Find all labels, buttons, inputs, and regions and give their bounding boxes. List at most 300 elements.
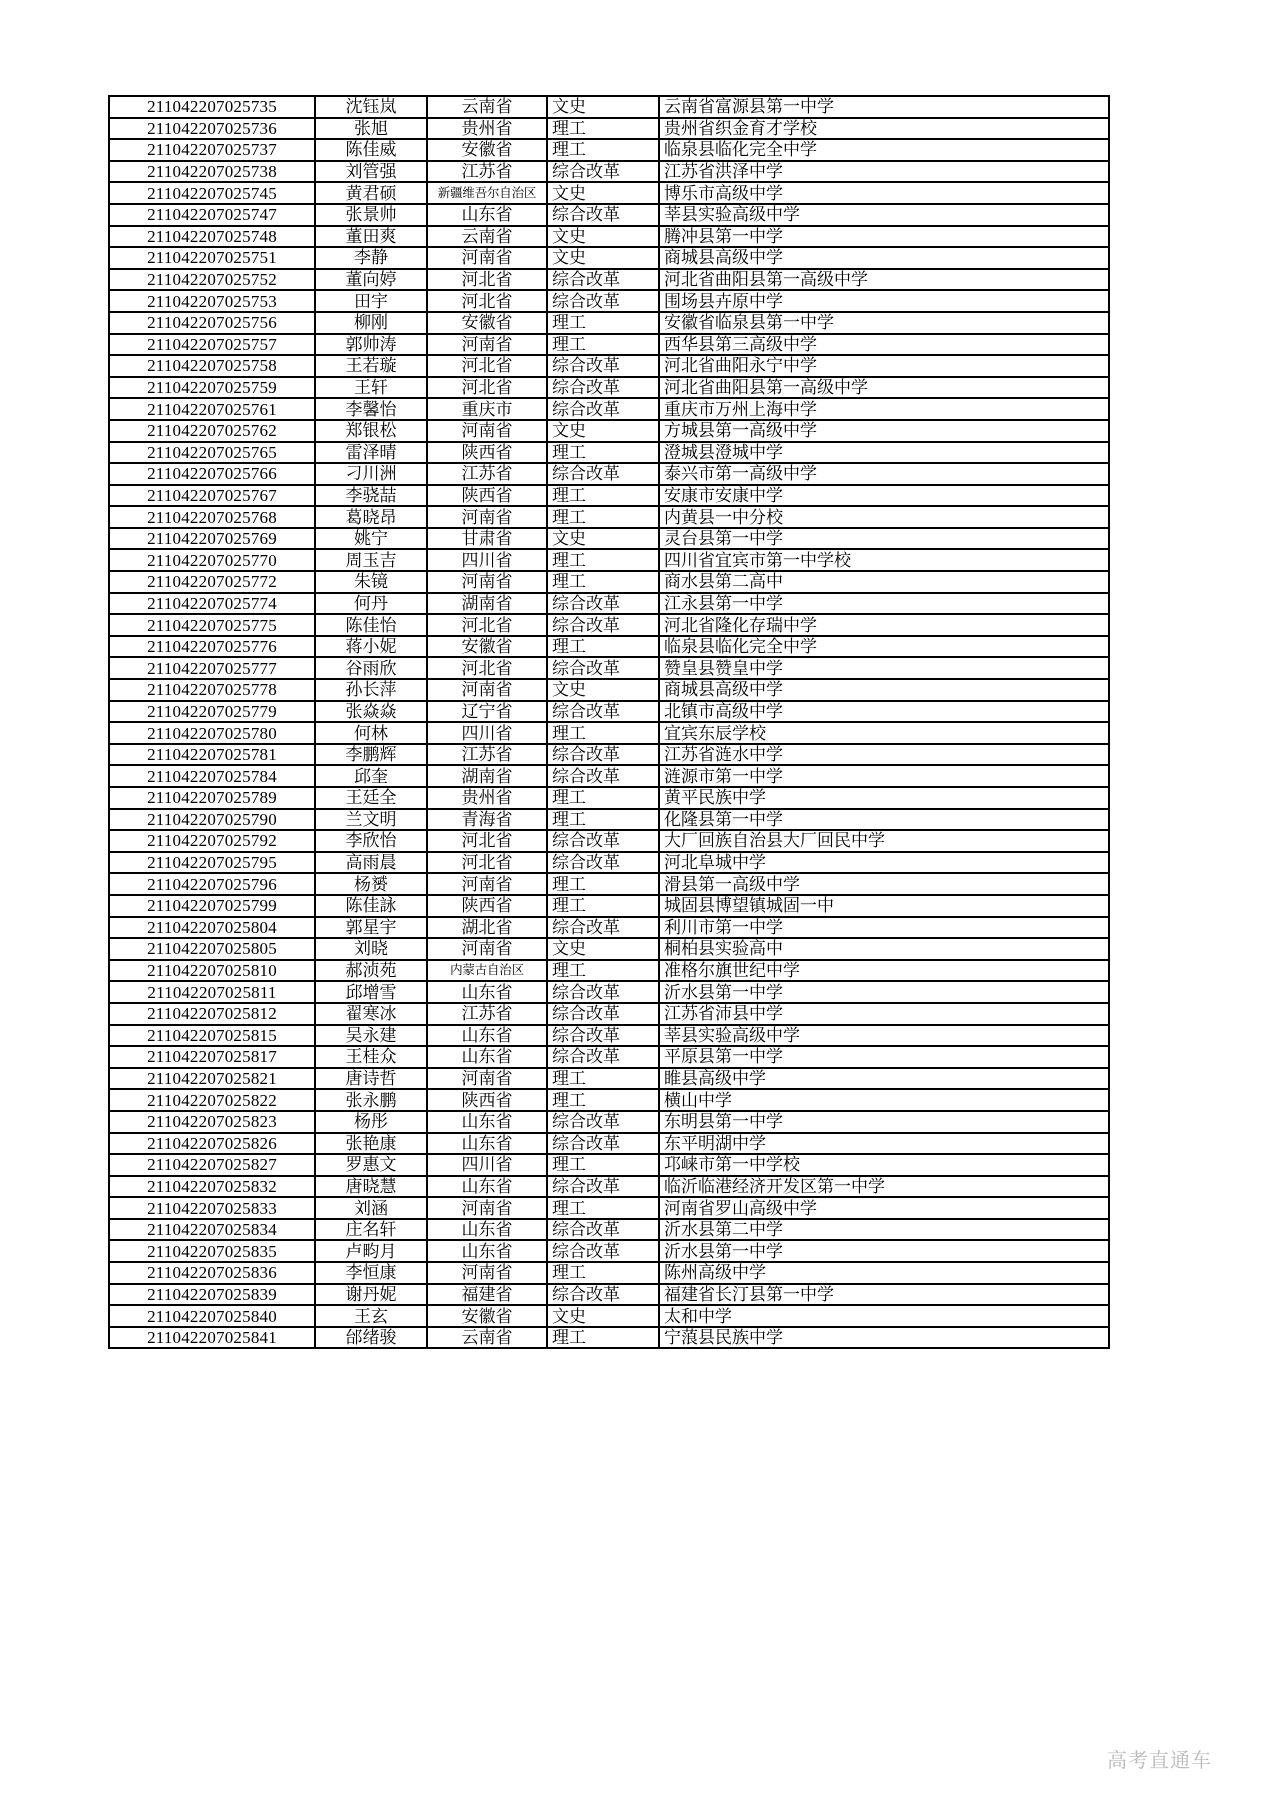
cell-province: 河北省 <box>427 355 547 377</box>
cell-student-name: 陈佳詠 <box>315 895 427 917</box>
cell-candidate-id: 211042207025756 <box>109 312 315 334</box>
cell-school: 横山中学 <box>659 1089 1109 1111</box>
cell-subject-track: 文史 <box>547 528 659 550</box>
cell-subject-track: 文史 <box>547 96 659 118</box>
cell-candidate-id: 211042207025823 <box>109 1111 315 1133</box>
cell-subject-track: 综合改革 <box>547 269 659 291</box>
cell-student-name: 张永鹏 <box>315 1089 427 1111</box>
table-row <box>109 442 1109 464</box>
cell-province: 河南省 <box>427 247 547 269</box>
cell-school: 商城县高级中学 <box>659 247 1109 269</box>
cell-student-name: 刘涵 <box>315 1197 427 1219</box>
table-row <box>109 506 1109 528</box>
table-row <box>109 377 1109 399</box>
cell-candidate-id: 211042207025796 <box>109 873 315 895</box>
table-row <box>109 787 1109 809</box>
table-row <box>109 1327 1109 1349</box>
cell-school: 利川市第一中学 <box>659 917 1109 939</box>
cell-student-name: 李鹏辉 <box>315 744 427 766</box>
cell-province: 河北省 <box>427 614 547 636</box>
table-row <box>109 1284 1109 1306</box>
cell-student-name: 沈钰岚 <box>315 96 427 118</box>
table-row <box>109 571 1109 593</box>
cell-subject-track: 文史 <box>547 1305 659 1327</box>
cell-school: 临泉县临化完全中学 <box>659 139 1109 161</box>
cell-school: 内黄县一中分校 <box>659 506 1109 528</box>
cell-candidate-id: 211042207025753 <box>109 290 315 312</box>
cell-school: 涟源市第一中学 <box>659 765 1109 787</box>
cell-subject-track: 文史 <box>547 679 659 701</box>
cell-province: 山东省 <box>427 1176 547 1198</box>
table-row <box>109 290 1109 312</box>
table-row <box>109 485 1109 507</box>
cell-student-name: 何丹 <box>315 593 427 615</box>
cell-school: 西华县第三高级中学 <box>659 334 1109 356</box>
roster-table-container <box>108 95 1108 1349</box>
cell-subject-track: 综合改革 <box>547 657 659 679</box>
cell-student-name: 庄名轩 <box>315 1219 427 1241</box>
cell-school: 泰兴市第一高级中学 <box>659 463 1109 485</box>
cell-candidate-id: 211042207025776 <box>109 636 315 658</box>
table-row <box>109 593 1109 615</box>
cell-candidate-id: 211042207025810 <box>109 960 315 982</box>
cell-school: 河北省隆化存瑞中学 <box>659 614 1109 636</box>
table-row <box>109 701 1109 723</box>
table-row <box>109 917 1109 939</box>
cell-candidate-id: 211042207025757 <box>109 334 315 356</box>
watermark: 高考直通车 <box>1107 1748 1212 1772</box>
cell-subject-track: 理工 <box>547 636 659 658</box>
cell-school: 河北省曲阳县第一高级中学 <box>659 269 1109 291</box>
cell-student-name: 李骁喆 <box>315 485 427 507</box>
cell-school: 江苏省沛县中学 <box>659 1003 1109 1025</box>
cell-subject-track: 文史 <box>547 938 659 960</box>
cell-student-name: 周玉吉 <box>315 549 427 571</box>
cell-province: 河北省 <box>427 269 547 291</box>
cell-student-name: 董田爽 <box>315 226 427 248</box>
cell-student-name: 谢丹妮 <box>315 1284 427 1306</box>
cell-subject-track: 综合改革 <box>547 1025 659 1047</box>
table-row <box>109 765 1109 787</box>
cell-school: 临泉县临化完全中学 <box>659 636 1109 658</box>
cell-student-name: 李欣怡 <box>315 830 427 852</box>
cell-subject-track: 综合改革 <box>547 593 659 615</box>
cell-school: 福建省长汀县第一中学 <box>659 1284 1109 1306</box>
cell-school: 贵州省织金育才学校 <box>659 118 1109 140</box>
cell-school: 平原县第一中学 <box>659 1046 1109 1068</box>
cell-candidate-id: 211042207025826 <box>109 1133 315 1155</box>
cell-subject-track: 综合改革 <box>547 765 659 787</box>
table-row <box>109 463 1109 485</box>
cell-province: 福建省 <box>427 1284 547 1306</box>
cell-subject-track: 理工 <box>547 809 659 831</box>
cell-student-name: 翟寒冰 <box>315 1003 427 1025</box>
cell-school: 江苏省洪泽中学 <box>659 161 1109 183</box>
cell-province: 河南省 <box>427 420 547 442</box>
cell-province: 山东省 <box>427 981 547 1003</box>
cell-student-name: 高雨晨 <box>315 852 427 874</box>
cell-subject-track: 文史 <box>547 247 659 269</box>
cell-school: 江永县第一中学 <box>659 593 1109 615</box>
cell-subject-track: 理工 <box>547 1262 659 1284</box>
cell-candidate-id: 211042207025840 <box>109 1305 315 1327</box>
table-row <box>109 1133 1109 1155</box>
cell-subject-track: 综合改革 <box>547 1003 659 1025</box>
cell-student-name: 邰绪骏 <box>315 1327 427 1349</box>
cell-school: 大厂回族自治县大厂回民中学 <box>659 830 1109 852</box>
cell-province: 重庆市 <box>427 398 547 420</box>
cell-candidate-id: 211042207025781 <box>109 744 315 766</box>
table-row <box>109 679 1109 701</box>
cell-province: 河南省 <box>427 571 547 593</box>
cell-province: 河北省 <box>427 657 547 679</box>
cell-province: 河北省 <box>427 290 547 312</box>
cell-province: 河南省 <box>427 506 547 528</box>
table-row <box>109 830 1109 852</box>
cell-candidate-id: 211042207025805 <box>109 938 315 960</box>
cell-subject-track: 理工 <box>547 312 659 334</box>
cell-candidate-id: 211042207025821 <box>109 1068 315 1090</box>
table-row <box>109 96 1109 118</box>
cell-student-name: 黄君硕 <box>315 182 427 204</box>
table-row <box>109 139 1109 161</box>
cell-school: 莘县实验高级中学 <box>659 1025 1109 1047</box>
cell-province: 内蒙古自治区 <box>427 960 547 982</box>
cell-school: 宁蒗县民族中学 <box>659 1327 1109 1349</box>
table-row <box>109 1219 1109 1241</box>
cell-school: 沂水县第一中学 <box>659 981 1109 1003</box>
cell-subject-track: 综合改革 <box>547 355 659 377</box>
cell-candidate-id: 211042207025737 <box>109 139 315 161</box>
cell-student-name: 郝浈苑 <box>315 960 427 982</box>
cell-school: 北镇市高级中学 <box>659 701 1109 723</box>
table-row <box>109 1154 1109 1176</box>
table-row <box>109 722 1109 744</box>
cell-province: 山东省 <box>427 1133 547 1155</box>
cell-school: 莘县实验高级中学 <box>659 204 1109 226</box>
cell-candidate-id: 211042207025768 <box>109 506 315 528</box>
cell-school: 博乐市高级中学 <box>659 182 1109 204</box>
cell-school: 安徽省临泉县第一中学 <box>659 312 1109 334</box>
cell-school: 陈州高级中学 <box>659 1262 1109 1284</box>
cell-province: 山东省 <box>427 1025 547 1047</box>
cell-candidate-id: 211042207025790 <box>109 809 315 831</box>
cell-candidate-id: 211042207025832 <box>109 1176 315 1198</box>
roster-table <box>108 95 1110 1349</box>
cell-school: 沂水县第二中学 <box>659 1219 1109 1241</box>
cell-province: 陕西省 <box>427 442 547 464</box>
cell-subject-track: 理工 <box>547 506 659 528</box>
cell-subject-track: 理工 <box>547 1327 659 1349</box>
cell-candidate-id: 211042207025815 <box>109 1025 315 1047</box>
cell-candidate-id: 211042207025738 <box>109 161 315 183</box>
table-row <box>109 334 1109 356</box>
cell-student-name: 王若璇 <box>315 355 427 377</box>
cell-candidate-id: 211042207025835 <box>109 1240 315 1262</box>
cell-subject-track: 理工 <box>547 1197 659 1219</box>
cell-student-name: 雷泽晴 <box>315 442 427 464</box>
table-row <box>109 1240 1109 1262</box>
cell-subject-track: 文史 <box>547 182 659 204</box>
cell-subject-track: 综合改革 <box>547 463 659 485</box>
cell-province: 陕西省 <box>427 1089 547 1111</box>
cell-subject-track: 综合改革 <box>547 830 659 852</box>
cell-candidate-id: 211042207025759 <box>109 377 315 399</box>
cell-student-name: 姚宁 <box>315 528 427 550</box>
cell-school: 围场县卉原中学 <box>659 290 1109 312</box>
cell-student-name: 兰文明 <box>315 809 427 831</box>
table-row <box>109 852 1109 874</box>
table-row <box>109 1111 1109 1133</box>
cell-subject-track: 综合改革 <box>547 377 659 399</box>
cell-subject-track: 综合改革 <box>547 204 659 226</box>
cell-school: 商城县高级中学 <box>659 679 1109 701</box>
table-row <box>109 312 1109 334</box>
table-row <box>109 161 1109 183</box>
cell-province: 河北省 <box>427 377 547 399</box>
cell-subject-track: 综合改革 <box>547 1111 659 1133</box>
table-row <box>109 1025 1109 1047</box>
cell-subject-track: 理工 <box>547 571 659 593</box>
cell-candidate-id: 211042207025795 <box>109 852 315 874</box>
cell-school: 重庆市万州上海中学 <box>659 398 1109 420</box>
cell-school: 邛崃市第一中学校 <box>659 1154 1109 1176</box>
table-row <box>109 981 1109 1003</box>
cell-student-name: 李恒康 <box>315 1262 427 1284</box>
cell-subject-track: 理工 <box>547 442 659 464</box>
cell-province: 云南省 <box>427 226 547 248</box>
cell-school: 安康市安康中学 <box>659 485 1109 507</box>
cell-student-name: 刁川洲 <box>315 463 427 485</box>
cell-school: 准格尔旗世纪中学 <box>659 960 1109 982</box>
cell-candidate-id: 211042207025772 <box>109 571 315 593</box>
cell-school: 宜宾东辰学校 <box>659 722 1109 744</box>
cell-candidate-id: 211042207025752 <box>109 269 315 291</box>
cell-candidate-id: 211042207025777 <box>109 657 315 679</box>
cell-candidate-id: 211042207025817 <box>109 1046 315 1068</box>
cell-subject-track: 理工 <box>547 118 659 140</box>
table-row <box>109 1003 1109 1025</box>
cell-candidate-id: 211042207025834 <box>109 1219 315 1241</box>
cell-school: 腾冲县第一中学 <box>659 226 1109 248</box>
cell-candidate-id: 211042207025765 <box>109 442 315 464</box>
cell-subject-track: 综合改革 <box>547 852 659 874</box>
cell-subject-track: 理工 <box>547 1089 659 1111</box>
cell-subject-track: 综合改革 <box>547 1219 659 1241</box>
cell-school: 河北阜城中学 <box>659 852 1109 874</box>
cell-student-name: 葛晓昂 <box>315 506 427 528</box>
cell-candidate-id: 211042207025775 <box>109 614 315 636</box>
cell-student-name: 邱奎 <box>315 765 427 787</box>
cell-province: 安徽省 <box>427 636 547 658</box>
cell-student-name: 张景帅 <box>315 204 427 226</box>
table-row <box>109 744 1109 766</box>
table-row <box>109 1305 1109 1327</box>
cell-student-name: 吴永建 <box>315 1025 427 1047</box>
cell-candidate-id: 211042207025799 <box>109 895 315 917</box>
cell-subject-track: 综合改革 <box>547 1133 659 1155</box>
cell-candidate-id: 211042207025769 <box>109 528 315 550</box>
cell-school: 江苏省涟水中学 <box>659 744 1109 766</box>
cell-candidate-id: 211042207025836 <box>109 1262 315 1284</box>
cell-province: 河北省 <box>427 830 547 852</box>
cell-school: 商水县第二高中 <box>659 571 1109 593</box>
table-row <box>109 938 1109 960</box>
cell-student-name: 卢畇月 <box>315 1240 427 1262</box>
cell-subject-track: 综合改革 <box>547 161 659 183</box>
cell-subject-track: 综合改革 <box>547 614 659 636</box>
table-row <box>109 657 1109 679</box>
cell-subject-track: 综合改革 <box>547 701 659 723</box>
table-row <box>109 118 1109 140</box>
cell-student-name: 王玄 <box>315 1305 427 1327</box>
cell-candidate-id: 211042207025736 <box>109 118 315 140</box>
cell-province: 四川省 <box>427 1154 547 1176</box>
cell-student-name: 张旭 <box>315 118 427 140</box>
cell-candidate-id: 211042207025789 <box>109 787 315 809</box>
cell-subject-track: 综合改革 <box>547 1240 659 1262</box>
cell-candidate-id: 211042207025804 <box>109 917 315 939</box>
cell-candidate-id: 211042207025762 <box>109 420 315 442</box>
table-row <box>109 614 1109 636</box>
cell-province: 新疆维吾尔自治区 <box>427 182 547 204</box>
cell-subject-track: 综合改革 <box>547 1046 659 1068</box>
cell-student-name: 郑银松 <box>315 420 427 442</box>
cell-student-name: 蒋小妮 <box>315 636 427 658</box>
cell-subject-track: 理工 <box>547 787 659 809</box>
cell-province: 安徽省 <box>427 1305 547 1327</box>
cell-candidate-id: 211042207025784 <box>109 765 315 787</box>
table-row <box>109 420 1109 442</box>
cell-province: 安徽省 <box>427 312 547 334</box>
cell-candidate-id: 211042207025811 <box>109 981 315 1003</box>
cell-candidate-id: 211042207025766 <box>109 463 315 485</box>
cell-province: 河南省 <box>427 1197 547 1219</box>
cell-province: 河南省 <box>427 334 547 356</box>
cell-candidate-id: 211042207025758 <box>109 355 315 377</box>
cell-student-name: 陈佳怡 <box>315 614 427 636</box>
cell-student-name: 田宇 <box>315 290 427 312</box>
cell-school: 河北省曲阳县第一高级中学 <box>659 377 1109 399</box>
cell-student-name: 唐晓慧 <box>315 1176 427 1198</box>
cell-student-name: 郭星宇 <box>315 917 427 939</box>
table-row <box>109 636 1109 658</box>
table-row <box>109 1176 1109 1198</box>
cell-province: 云南省 <box>427 1327 547 1349</box>
table-row <box>109 1197 1109 1219</box>
cell-student-name: 王廷全 <box>315 787 427 809</box>
table-row <box>109 960 1109 982</box>
cell-subject-track: 文史 <box>547 420 659 442</box>
cell-student-name: 陈佳威 <box>315 139 427 161</box>
cell-student-name: 唐诗哲 <box>315 1068 427 1090</box>
cell-student-name: 刘晓 <box>315 938 427 960</box>
cell-province: 河南省 <box>427 938 547 960</box>
cell-subject-track: 文史 <box>547 226 659 248</box>
table-row <box>109 398 1109 420</box>
cell-school: 澄城县澄城中学 <box>659 442 1109 464</box>
cell-province: 四川省 <box>427 549 547 571</box>
cell-subject-track: 综合改革 <box>547 398 659 420</box>
cell-subject-track: 理工 <box>547 895 659 917</box>
cell-subject-track: 理工 <box>547 549 659 571</box>
table-row <box>109 809 1109 831</box>
cell-province: 陕西省 <box>427 895 547 917</box>
cell-subject-track: 综合改革 <box>547 981 659 1003</box>
table-row <box>109 182 1109 204</box>
cell-province: 云南省 <box>427 96 547 118</box>
cell-school: 东平明湖中学 <box>659 1133 1109 1155</box>
cell-candidate-id: 211042207025780 <box>109 722 315 744</box>
table-row <box>109 873 1109 895</box>
cell-student-name: 张艳康 <box>315 1133 427 1155</box>
cell-student-name: 杨赟 <box>315 873 427 895</box>
table-row <box>109 1068 1109 1090</box>
cell-student-name: 谷雨欣 <box>315 657 427 679</box>
cell-subject-track: 理工 <box>547 1068 659 1090</box>
cell-student-name: 朱镜 <box>315 571 427 593</box>
cell-subject-track: 理工 <box>547 485 659 507</box>
cell-candidate-id: 211042207025822 <box>109 1089 315 1111</box>
cell-school: 黄平民族中学 <box>659 787 1109 809</box>
cell-candidate-id: 211042207025770 <box>109 549 315 571</box>
cell-subject-track: 综合改革 <box>547 917 659 939</box>
cell-province: 贵州省 <box>427 118 547 140</box>
table-row <box>109 247 1109 269</box>
cell-school: 滑县第一高级中学 <box>659 873 1109 895</box>
cell-province: 贵州省 <box>427 787 547 809</box>
cell-candidate-id: 211042207025792 <box>109 830 315 852</box>
cell-candidate-id: 211042207025751 <box>109 247 315 269</box>
cell-school: 河北省曲阳永宁中学 <box>659 355 1109 377</box>
cell-school: 太和中学 <box>659 1305 1109 1327</box>
cell-subject-track: 综合改革 <box>547 1176 659 1198</box>
cell-candidate-id: 211042207025735 <box>109 96 315 118</box>
cell-subject-track: 理工 <box>547 873 659 895</box>
table-row <box>109 528 1109 550</box>
cell-province: 陕西省 <box>427 485 547 507</box>
cell-candidate-id: 211042207025812 <box>109 1003 315 1025</box>
cell-school: 化隆县第一中学 <box>659 809 1109 831</box>
cell-student-name: 杨彤 <box>315 1111 427 1133</box>
cell-candidate-id: 211042207025841 <box>109 1327 315 1349</box>
cell-subject-track: 综合改革 <box>547 744 659 766</box>
cell-province: 山东省 <box>427 1046 547 1068</box>
table-row <box>109 895 1109 917</box>
cell-candidate-id: 211042207025779 <box>109 701 315 723</box>
cell-subject-track: 理工 <box>547 334 659 356</box>
cell-province: 河南省 <box>427 1262 547 1284</box>
cell-candidate-id: 211042207025747 <box>109 204 315 226</box>
cell-candidate-id: 211042207025839 <box>109 1284 315 1306</box>
cell-province: 河南省 <box>427 873 547 895</box>
cell-school: 方城县第一高级中学 <box>659 420 1109 442</box>
cell-candidate-id: 211042207025761 <box>109 398 315 420</box>
cell-province: 山东省 <box>427 1111 547 1133</box>
cell-province: 江苏省 <box>427 161 547 183</box>
cell-province: 安徽省 <box>427 139 547 161</box>
cell-student-name: 何林 <box>315 722 427 744</box>
cell-subject-track: 理工 <box>547 722 659 744</box>
cell-school: 临沂临港经济开发区第一中学 <box>659 1176 1109 1198</box>
cell-student-name: 邱增雪 <box>315 981 427 1003</box>
cell-student-name: 罗惠文 <box>315 1154 427 1176</box>
cell-school: 云南省富源县第一中学 <box>659 96 1109 118</box>
cell-student-name: 孙长萍 <box>315 679 427 701</box>
cell-student-name: 李静 <box>315 247 427 269</box>
cell-province: 四川省 <box>427 722 547 744</box>
table-row <box>109 355 1109 377</box>
